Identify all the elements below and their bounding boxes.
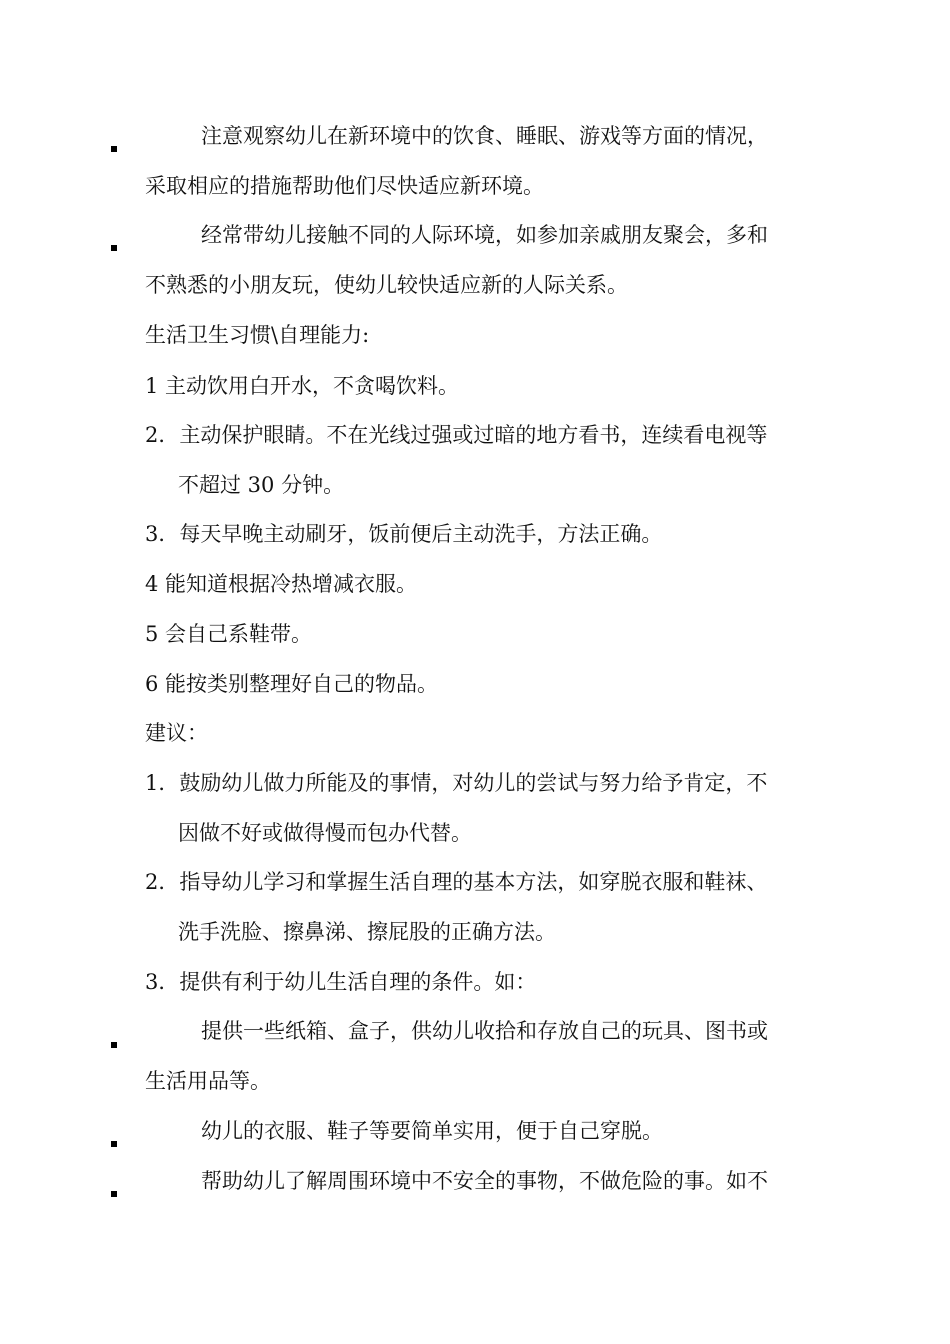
- habit-item-5: 5 会自己系鞋带。: [145, 622, 313, 646]
- suggestion-bullet-3-line1: 帮助幼儿了解周围环境中不安全的事物，不做危险的事。如不: [201, 1169, 768, 1193]
- habit-item-6: 6 能按类别整理好自己的物品。: [145, 672, 439, 696]
- suggestion-bullet-1-line1: 提供一些纸箱、盒子，供幼儿收拾和存放自己的玩具、图书或: [201, 1019, 768, 1043]
- suggestion-item-2-cont: 洗手洗脸、擦鼻涕、擦屁股的正确方法。: [178, 920, 556, 944]
- bullet-item-1-line2: 采取相应的措施帮助他们尽快适应新环境。: [145, 174, 544, 198]
- bullet-item-2-line1: 经常带幼儿接触不同的人际环境，如参加亲戚朋友聚会，多和: [201, 223, 768, 247]
- bullet-marker: [111, 146, 117, 152]
- habit-item-4: 4 能知道根据冷热增减衣服。: [145, 572, 418, 596]
- bullet-item-2-line2: 不熟悉的小朋友玩，使幼儿较快适应新的人际关系。: [145, 273, 628, 297]
- bullet-marker: [111, 245, 117, 251]
- suggestion-bullet-1-line2: 生活用品等。: [145, 1069, 271, 1093]
- section-heading-suggestions: 建议：: [145, 721, 208, 745]
- section-heading-self-care: 生活卫生习惯\自理能力:: [145, 323, 370, 347]
- habit-item-3: 3．每天早晚主动刷牙，饭前便后主动洗手，方法正确。: [145, 522, 663, 546]
- habit-item-2-cont: 不超过 30 分钟。: [178, 473, 345, 497]
- suggestion-item-2: 2．指导幼儿学习和掌握生活自理的基本方法，如穿脱衣服和鞋袜、: [145, 870, 768, 894]
- suggestion-item-1-cont: 因做不好或做得慢而包办代替。: [178, 821, 472, 845]
- bullet-marker: [111, 1141, 117, 1147]
- bullet-marker: [111, 1042, 117, 1048]
- habit-item-2: 2．主动保护眼睛。不在光线过强或过暗的地方看书，连续看电视等: [145, 423, 768, 447]
- bullet-marker: [111, 1191, 117, 1197]
- suggestion-item-1: 1．鼓励幼儿做力所能及的事情，对幼儿的尝试与努力给予肯定，不: [145, 771, 768, 795]
- bullet-item-1-line1: 注意观察幼儿在新环境中的饮食、睡眠、游戏等方面的情况，: [201, 124, 768, 148]
- habit-item-1: 1 主动饮用白开水，不贪喝饮料。: [145, 374, 460, 398]
- suggestion-item-3: 3．提供有利于幼儿生活自理的条件。如：: [145, 970, 537, 994]
- suggestion-bullet-2-line1: 幼儿的衣服、鞋子等要简单实用，便于自己穿脱。: [201, 1119, 663, 1143]
